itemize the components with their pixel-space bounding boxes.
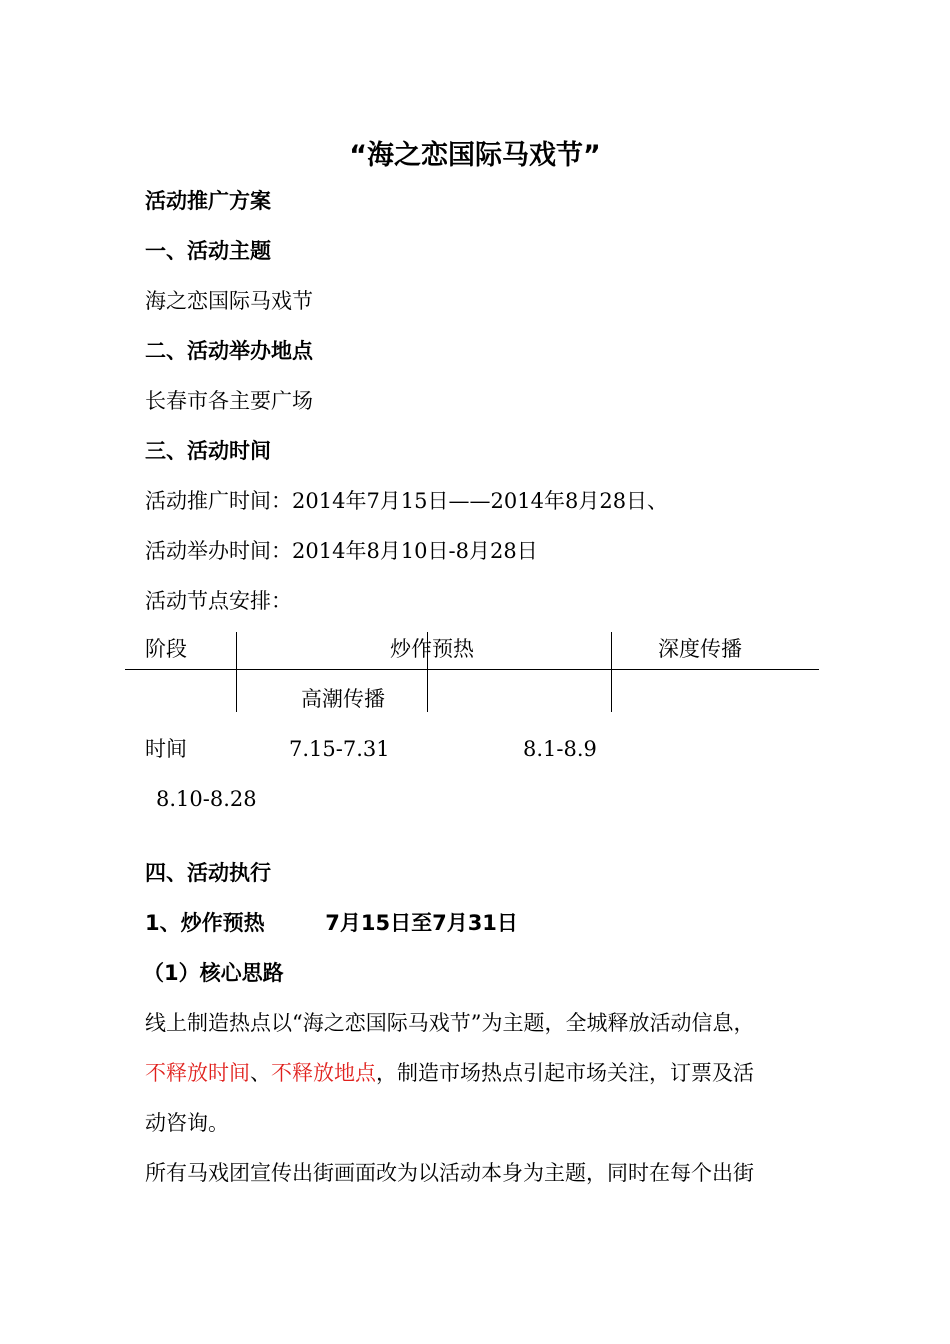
paragraph-1-line-1: 线上制造热点以“海之恋国际马戏节”为主题，全城释放活动信息， [145,1011,755,1035]
subsection-1-heading [145,908,518,938]
plan-subtitle: 活动推广方案 [145,189,271,213]
time-deep-spread: 8.1-8.9 [523,737,597,761]
section-1-heading: 一、活动主题 [145,239,271,263]
table-divider [125,669,819,670]
section-1-body: 海之恋国际马戏节 [145,289,313,313]
highlight-no-time: 不释放时间 [145,1061,250,1085]
promo-time-line: 活动推广时间：2014年7月15日——2014年8月28日、 [145,489,669,513]
time-warmup: 7.15-7.31 [289,737,390,761]
separator: 、 [250,1061,271,1085]
schedule-label: 活动节点安排： [145,589,292,613]
time-climax: 8.10-8.28 [156,787,257,811]
paragraph-1-line-3: 动咨询。 [145,1111,229,1135]
event-time-line: 活动举办时间：2014年8月10日-8月28日 [145,539,538,563]
stage-deep-spread: 深度传播 [658,637,742,661]
table-divider [236,632,237,712]
document-title: “海之恋国际马戏节” [349,140,601,171]
section-4-heading: 四、活动执行 [145,861,271,885]
highlight-no-place: 不释放地点 [271,1061,376,1085]
stage-climax: 高潮传播 [301,687,385,711]
section-3-heading: 三、活动时间 [145,439,271,463]
section-2-body: 长春市各主要广场 [145,389,313,413]
paragraph-1-line-2 [145,1058,754,1088]
subsection-1-dates: 7月15日至7月31日 [325,911,518,935]
paragraph-1-rest: ，制造市场热点引起市场关注，订票及活 [376,1061,754,1085]
table-divider [611,632,612,712]
paragraph-2-line-1: 所有马戏团宣传出街画面改为以活动本身为主题，同时在每个出街 [145,1161,754,1185]
stage-label: 阶段 [145,637,187,661]
subsection-1-title: 1、炒作预热 [145,911,265,935]
stage-warmup: 炒作预热 [390,637,474,661]
time-label: 时间 [145,737,187,761]
section-2-heading: 二、活动举办地点 [145,339,313,363]
core-idea-heading: （1）核心思路 [143,961,284,985]
